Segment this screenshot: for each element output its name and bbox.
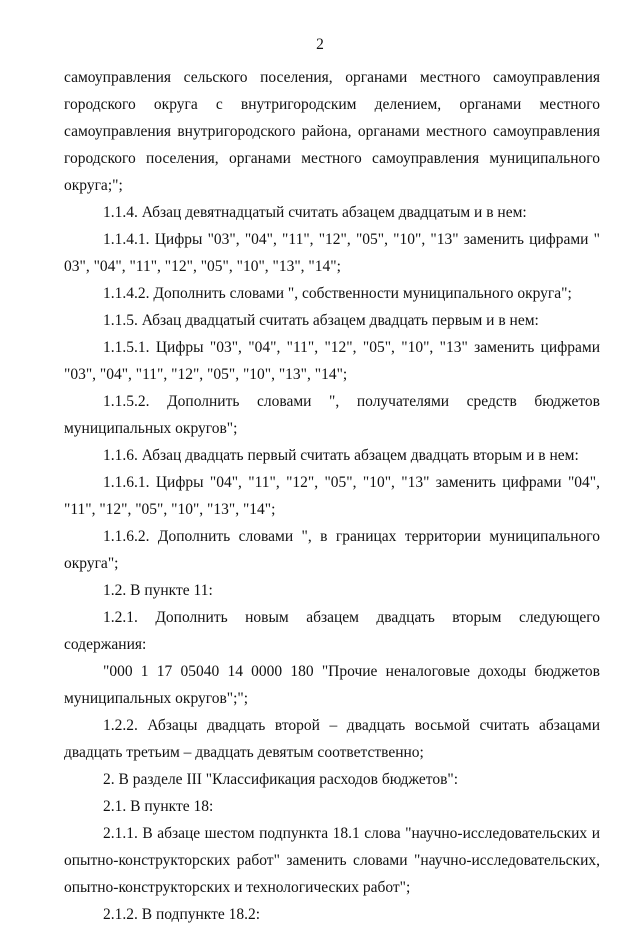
paragraph: 1.2.1. Дополнить новым абзацем двадцать вторым следующего содержания:: [64, 609, 600, 653]
paragraph: 1.1.5.1. Цифры "03", "04", "11", "12", "05", "10", "13" заменить цифрами "03", "04", "11", "12", "05", "10", "13", "14";: [64, 339, 600, 383]
paragraph: 1.1.5. Абзац двадцатый считать абзацем двадцать первым и в нем:: [103, 312, 539, 329]
paragraph: 1.1.4.1. Цифры "03", "04", "11", "12", "05", "10", "13" заменить цифрами " 03", "04", "11", "12", "05", "10", "13", "14";: [64, 231, 600, 275]
paragraph: "000 1 17 05040 14 0000 180 "Прочие неналоговые доходы бюджетов муниципальных округов";";: [64, 663, 600, 707]
paragraph: 2.1.2. В подпункте 18.2:: [103, 906, 261, 923]
paragraph: самоуправления сельского поселения, органами местного самоуправления городского округа с внутригородским делением, органами местного самоуправления внутригородского района, органами местного самоуправления городского поселения, органами местного самоуправления муниципального округа;";: [64, 69, 600, 194]
paragraph: 1.1.6. Абзац двадцать первый считать абзацем двадцать вторым и в нем:: [103, 447, 579, 464]
document-body: [64, 64, 600, 928]
paragraph: 2.1.1. В абзаце шестом подпункта 18.1 слова "научно-исследовательских и опытно-конструкторских работ" заменить словами "научно-исследовательских, опытно-конструкторских и технологических работ";: [64, 825, 600, 896]
paragraph: 2.1. В пункте 18:: [103, 798, 214, 815]
paragraph: 1.1.6.2. Дополнить словами ", в границах территории муниципального округа";: [64, 528, 600, 572]
paragraph: 1.1.4.2. Дополнить словами ", собственности муниципального округа";: [103, 285, 572, 302]
paragraph: 1.1.6.1. Цифры "04", "11", "12", "05", "10", "13" заменить цифрами "04", "11", "12", "05", "10", "13", "14";: [64, 474, 600, 518]
paragraph: 1.2.2. Абзацы двадцать второй – двадцать восьмой считать абзацами двадцать третьим – двадцать девятым соответственно;: [64, 717, 600, 761]
paragraph: 1.1.4. Абзац девятнадцатый считать абзацем двадцатым и в нем:: [103, 204, 527, 221]
paragraph: 2. В разделе III "Классификация расходов бюджетов":: [103, 771, 459, 788]
paragraph: 1.2. В пункте 11:: [103, 582, 213, 599]
page-number: 2: [316, 36, 324, 53]
paragraph: 1.1.5.2. Дополнить словами ", получателями средств бюджетов муниципальных округов";: [64, 393, 600, 437]
